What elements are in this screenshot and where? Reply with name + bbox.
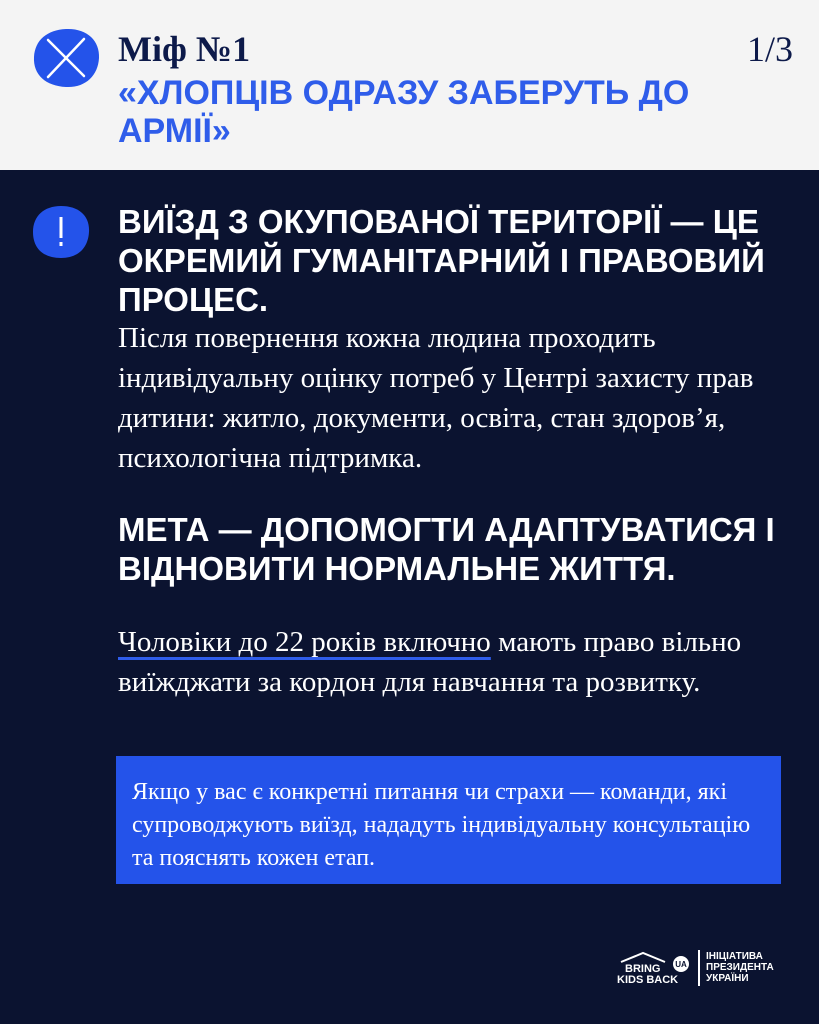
initiative-label [706,951,806,984]
myth-label: Міф №1 [118,29,251,69]
cross-circle-icon [30,26,102,90]
section1-body: Після повернення кожна людина проходить індивідуальну оцінку потреб у Центрі захисту прав дитини: житло, документи, освіта, стан здоров’я, психологічна підтримка. [118,322,754,474]
section2-body [118,622,788,702]
page-indicator: 1/3 [746,29,793,69]
myth-quote: «ХЛОПЦІВ ОДРАЗУ ЗАБЕРУТЬ ДО АРМІЇ» [118,74,690,150]
callout-box [116,756,781,884]
exclamation-circle-icon [30,204,92,260]
underlined-highlight: Чоловіки до 22 років включно [118,626,491,658]
initiative-line: ПРЕЗИДЕНТА [706,962,774,973]
initiative-line: УКРАЇНИ [706,973,749,984]
section1-heading: ВИЇЗД З ОКУПОВАНОЇ ТЕРИТОРІЇ — ЦЕ ОКРЕМИЙ ГУМАНІТАРНИЙ І ПРАВОВИЙ ПРОЦЕС. [118,203,765,318]
section2-heading: МЕТА — ДОПОМОГТИ АДАПТУВАТИСЯ І ВІДНОВИТИ НОРМАЛЬНЕ ЖИТТЯ. [118,511,775,587]
logo-line1: BRING [625,963,661,975]
logo-line2: KIDS BACK [617,974,679,986]
section2-body-rest: мають право вільно виїжджати за кордон для навчання та розвитку. [118,626,742,698]
bring-kids-back-logo [615,950,695,986]
initiative-line: ІНІЦІАТИВА [706,951,763,962]
logo-divider [698,950,700,986]
logo-badge: UA [675,960,687,969]
callout-text: Якщо у вас є конкретні питання чи страхи — команди, які супроводжують виїзд, нададуть індивідуальну консультацію та пояснять кожен етап. [132,779,751,871]
header-panel [0,0,819,170]
